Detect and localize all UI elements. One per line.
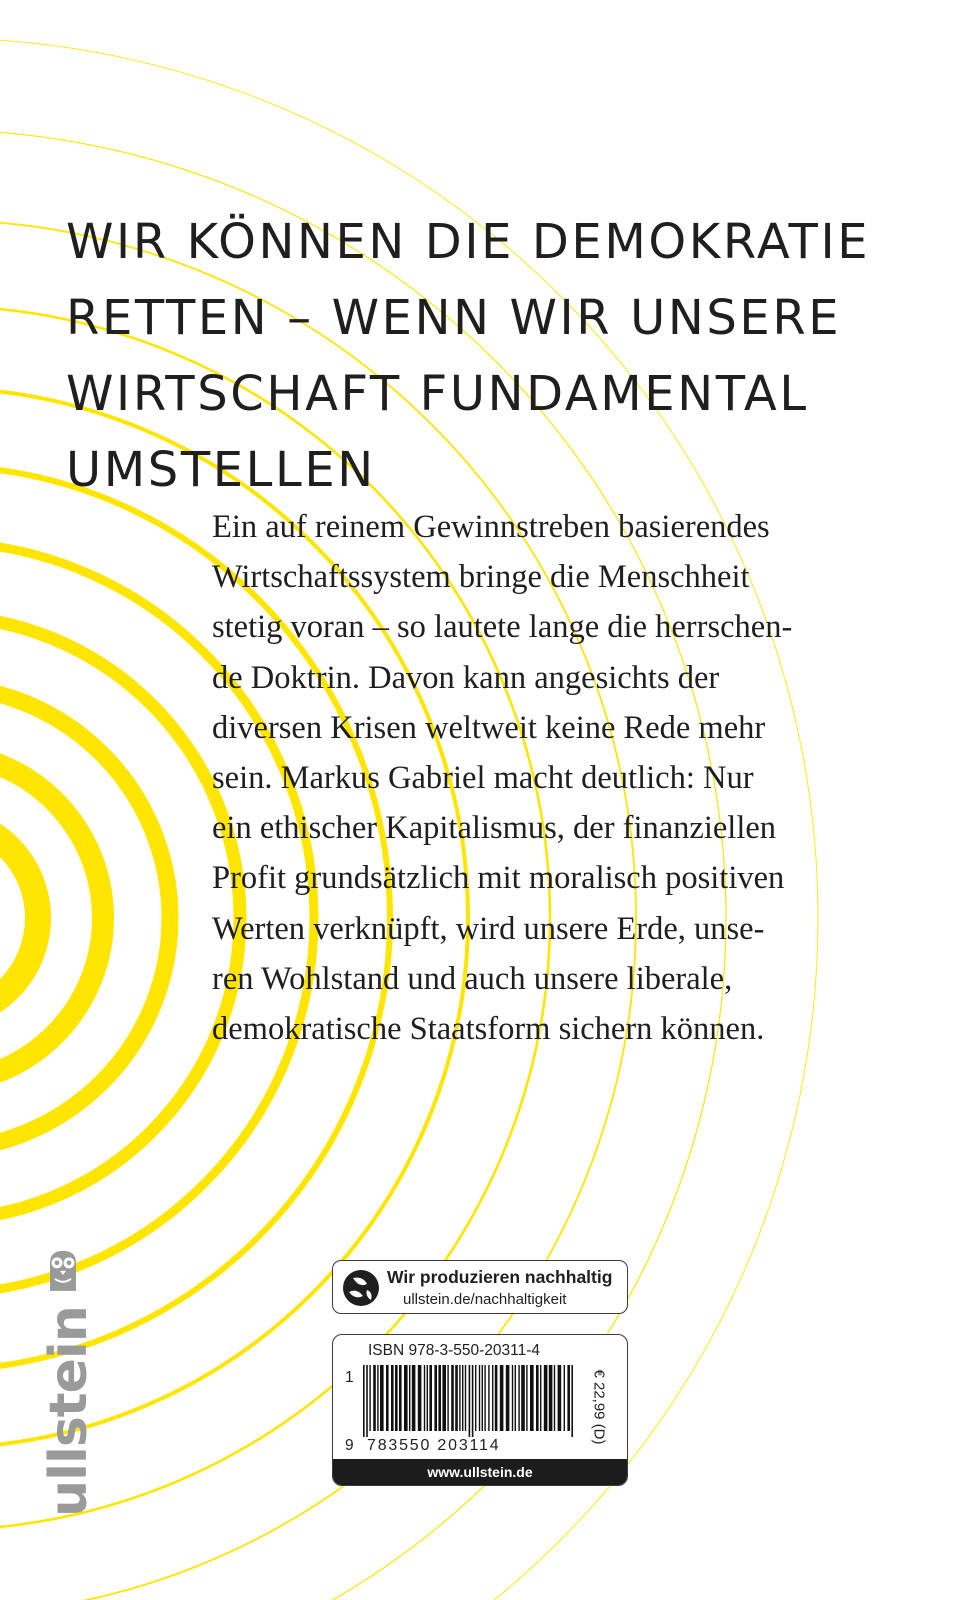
barcode-bar <box>482 1365 483 1431</box>
blurb-line: diversen Krisen weltweit keine Rede mehr <box>212 709 766 746</box>
barcode-bar <box>521 1365 525 1431</box>
barcode-bar <box>429 1365 432 1431</box>
sustainability-url: ullstein.de/nachhaltigkeit <box>403 1291 567 1308</box>
barcode-bar <box>369 1365 370 1431</box>
barcode-bar <box>564 1365 565 1431</box>
barcode-bar <box>377 1365 378 1431</box>
barcode-digits: 783550 203114 <box>367 1437 501 1454</box>
publisher-website: www.ullstein.de <box>333 1459 627 1485</box>
barcode-bar <box>438 1365 441 1431</box>
headline-line: WIRTSCHAFT FUNDAMENTAL <box>66 366 809 422</box>
blurb-line: Ein auf reinem Gewinnstreben basierendes <box>212 509 770 545</box>
barcode-addon-digit-top: 1 <box>345 1369 354 1386</box>
barcode-bar <box>512 1365 513 1431</box>
barcode-bar <box>462 1365 463 1431</box>
headline-line: RETTEN – WENN WIR UNSERE <box>66 290 842 346</box>
blurb-line: de Doktrin. Davon kann angesichts der <box>212 659 720 696</box>
barcode-bar <box>530 1365 534 1431</box>
isbn-number: ISBN 978-3-550-20311-4 <box>368 1342 541 1359</box>
barcode-bar <box>395 1365 398 1431</box>
barcode-bar <box>363 1365 365 1437</box>
barcode-bar <box>455 1365 458 1431</box>
barcode-bar <box>366 1365 368 1437</box>
barcode-bar <box>526 1365 527 1431</box>
publisher-logo <box>39 1251 99 1517</box>
barcode-bar <box>404 1365 408 1431</box>
barcode-bar <box>567 1365 570 1431</box>
barcode-bar <box>571 1365 573 1437</box>
owl-icon <box>46 1246 80 1290</box>
barcode-bar <box>492 1365 493 1431</box>
barcode-bar <box>409 1365 410 1431</box>
barcode-bar <box>495 1365 498 1431</box>
price-label: € 22,99 (D) <box>590 1369 608 1445</box>
barcode-bar <box>479 1365 480 1431</box>
barcode-bar <box>399 1365 402 1431</box>
blurb-line: sein. Markus Gabriel macht deutlich: Nur <box>212 760 754 797</box>
barcode-bar <box>427 1365 428 1431</box>
barcode-bar <box>488 1365 489 1431</box>
blurb-line: Profit grundsätzlich mit moralisch positiven <box>212 860 785 897</box>
barcode-bars <box>363 1365 575 1437</box>
headline-line: WIR KÖNNEN DIE DEMOKRATIE <box>66 214 871 270</box>
barcode-box <box>332 1334 628 1486</box>
yellow-ring <box>0 753 103 1083</box>
sustainability-title: Wir produzieren nachhaltig <box>387 1267 613 1287</box>
barcode-bar <box>484 1365 485 1431</box>
barcode-bar <box>549 1365 553 1431</box>
barcode-bar <box>540 1365 541 1431</box>
barcode-bar <box>412 1365 416 1431</box>
blurb-line: ein ethischer Kapitalismus, der finanziellen <box>212 810 777 847</box>
barcode-bar <box>500 1365 504 1431</box>
blurb-line: demokratische Staatsform sichern können. <box>212 1011 765 1048</box>
barcode-bar <box>515 1365 516 1431</box>
barcode-bar <box>418 1365 422 1431</box>
blurb-line: stetig voran – so lautete lange die herrschen- <box>212 609 793 646</box>
barcode-bar <box>506 1365 510 1431</box>
barcode-bar <box>518 1365 519 1431</box>
barcode-bar <box>554 1365 555 1431</box>
barcode-bar <box>536 1365 539 1431</box>
barcode-bar <box>434 1365 437 1431</box>
barcode-bar <box>424 1365 425 1431</box>
barcode-bar <box>472 1365 474 1437</box>
yellow-ring <box>0 818 38 1018</box>
barcode-bar <box>465 1365 466 1431</box>
blurb-line: Werten verknüpft, wird unsere Erde, unse- <box>212 910 765 947</box>
barcode-bar <box>386 1365 389 1431</box>
barcode-bar <box>442 1365 446 1431</box>
sustainability-badge <box>332 1260 628 1314</box>
blurb-line: Wirtschaftssystem bringe die Menschheit <box>212 559 750 596</box>
headline-line: UMSTELLEN <box>66 442 376 498</box>
barcode-bar <box>380 1365 384 1431</box>
barcode-bar <box>451 1365 454 1431</box>
blurb-text <box>212 502 892 1054</box>
barcode-bar <box>459 1365 460 1431</box>
barcode-bar <box>475 1365 476 1431</box>
barcode-bar <box>447 1365 448 1431</box>
barcode-bar <box>469 1365 471 1437</box>
headline <box>66 204 926 508</box>
barcode-bar <box>558 1365 562 1431</box>
barcode-bar <box>373 1365 376 1431</box>
barcode-leading-digit: 9 <box>345 1437 354 1454</box>
publisher-logo-text: ullstein <box>39 1306 99 1517</box>
blurb-line: ren Wohlstand und auch unsere liberale, <box>212 960 733 997</box>
barcode-bar <box>391 1365 394 1431</box>
barcode-bar <box>544 1365 548 1431</box>
leaf-globe-icon <box>341 1268 381 1308</box>
